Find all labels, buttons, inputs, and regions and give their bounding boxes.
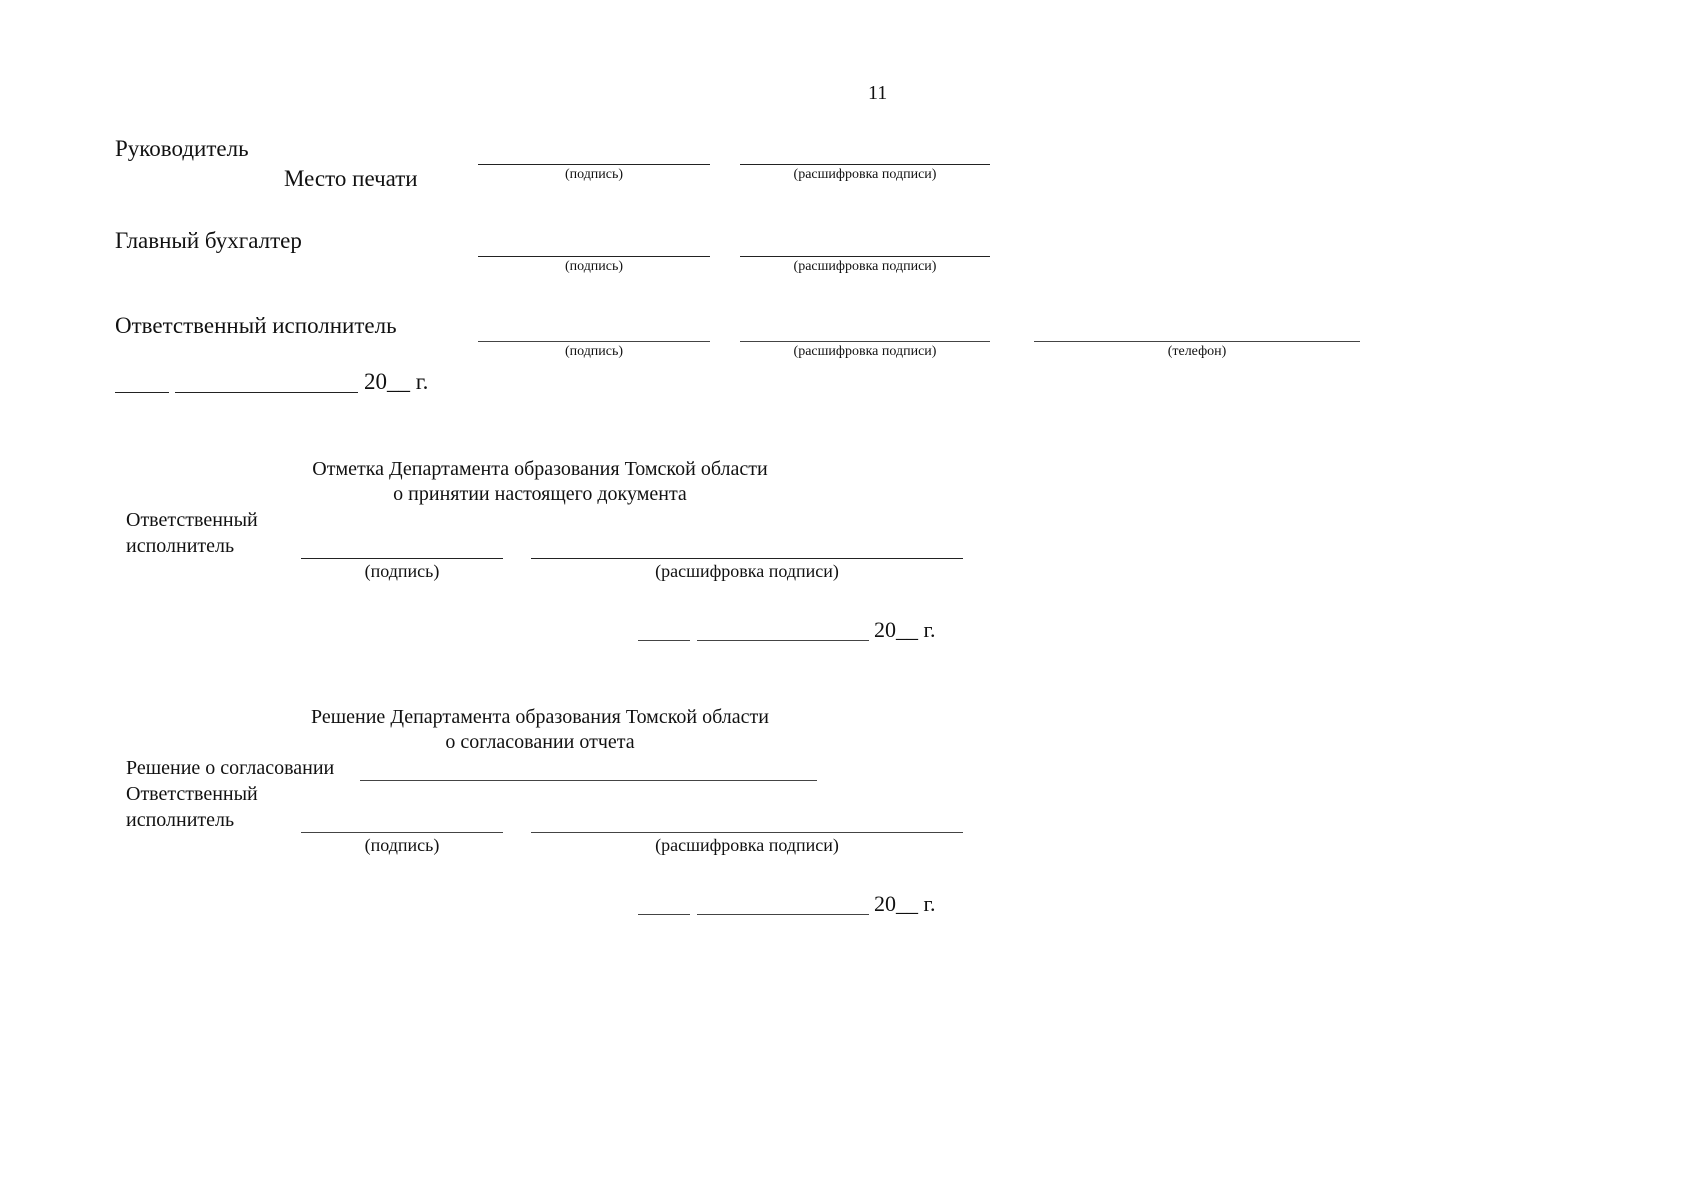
responsible-phone-caption: (телефон) (1167, 344, 1227, 359)
accountant-decoding-caption: (расшифровка подписи) (793, 259, 937, 274)
acceptance-signature-caption: (подпись) (364, 561, 440, 581)
page-number: 11 (868, 82, 888, 104)
head-label: Руководитель (115, 136, 249, 161)
decision-title-line2: о согласовании отчета (445, 731, 635, 753)
head-decoding-line[interactable] (740, 164, 990, 165)
date-month-line[interactable] (175, 392, 358, 393)
seal-label: Место печати (284, 166, 418, 191)
decision-decoding-caption: (расшифровка подписи) (655, 835, 839, 855)
decision-signature-line[interactable] (301, 832, 503, 833)
approval-label: Решение о согласовании (126, 757, 335, 779)
approval-line[interactable] (360, 780, 817, 781)
decision-date-day-line[interactable] (638, 914, 690, 915)
decision-responsible-line2: исполнитель (126, 809, 235, 831)
acceptance-signature-line[interactable] (301, 558, 503, 559)
head-decoding-caption: (расшифровка подписи) (793, 167, 937, 182)
acceptance-responsible-line1: Ответственный (126, 509, 258, 531)
responsible-decoding-caption: (расшифровка подписи) (793, 344, 937, 359)
decision-date-year: 20__ г. (874, 891, 936, 916)
head-signature-caption: (подпись) (564, 167, 624, 182)
responsible-decoding-line[interactable] (740, 341, 990, 342)
decision-responsible-line1: Ответственный (126, 783, 258, 805)
acceptance-date-day-line[interactable] (638, 640, 690, 641)
accountant-decoding-line[interactable] (740, 256, 990, 257)
responsible-phone-line[interactable] (1034, 341, 1360, 342)
acceptance-decoding-line[interactable] (531, 558, 963, 559)
acceptance-date-year: 20__ г. (874, 617, 936, 642)
decision-date-month-line[interactable] (697, 914, 869, 915)
acceptance-responsible-line2: исполнитель (126, 535, 235, 557)
date-day-line[interactable] (115, 392, 169, 393)
acceptance-decoding-caption: (расшифровка подписи) (655, 561, 839, 581)
accountant-signature-line[interactable] (478, 256, 710, 257)
responsible-signature-caption: (подпись) (564, 344, 624, 359)
responsible-signature-line[interactable] (478, 341, 710, 342)
chief-accountant-label: Главный бухгалтер (115, 228, 302, 253)
date-year: 20__ г. (364, 369, 429, 394)
decision-decoding-line[interactable] (531, 832, 963, 833)
responsible-label: Ответственный исполнитель (115, 313, 397, 338)
decision-title-line1: Решение Департамента образования Томской области (311, 706, 769, 728)
head-signature-line[interactable] (478, 164, 710, 165)
decision-signature-caption: (подпись) (364, 835, 440, 855)
acceptance-title-line2: о принятии настоящего документа (393, 483, 687, 505)
accountant-signature-caption: (подпись) (564, 259, 624, 274)
acceptance-title-line1: Отметка Департамента образования Томской области (312, 458, 768, 480)
acceptance-date-month-line[interactable] (697, 640, 869, 641)
